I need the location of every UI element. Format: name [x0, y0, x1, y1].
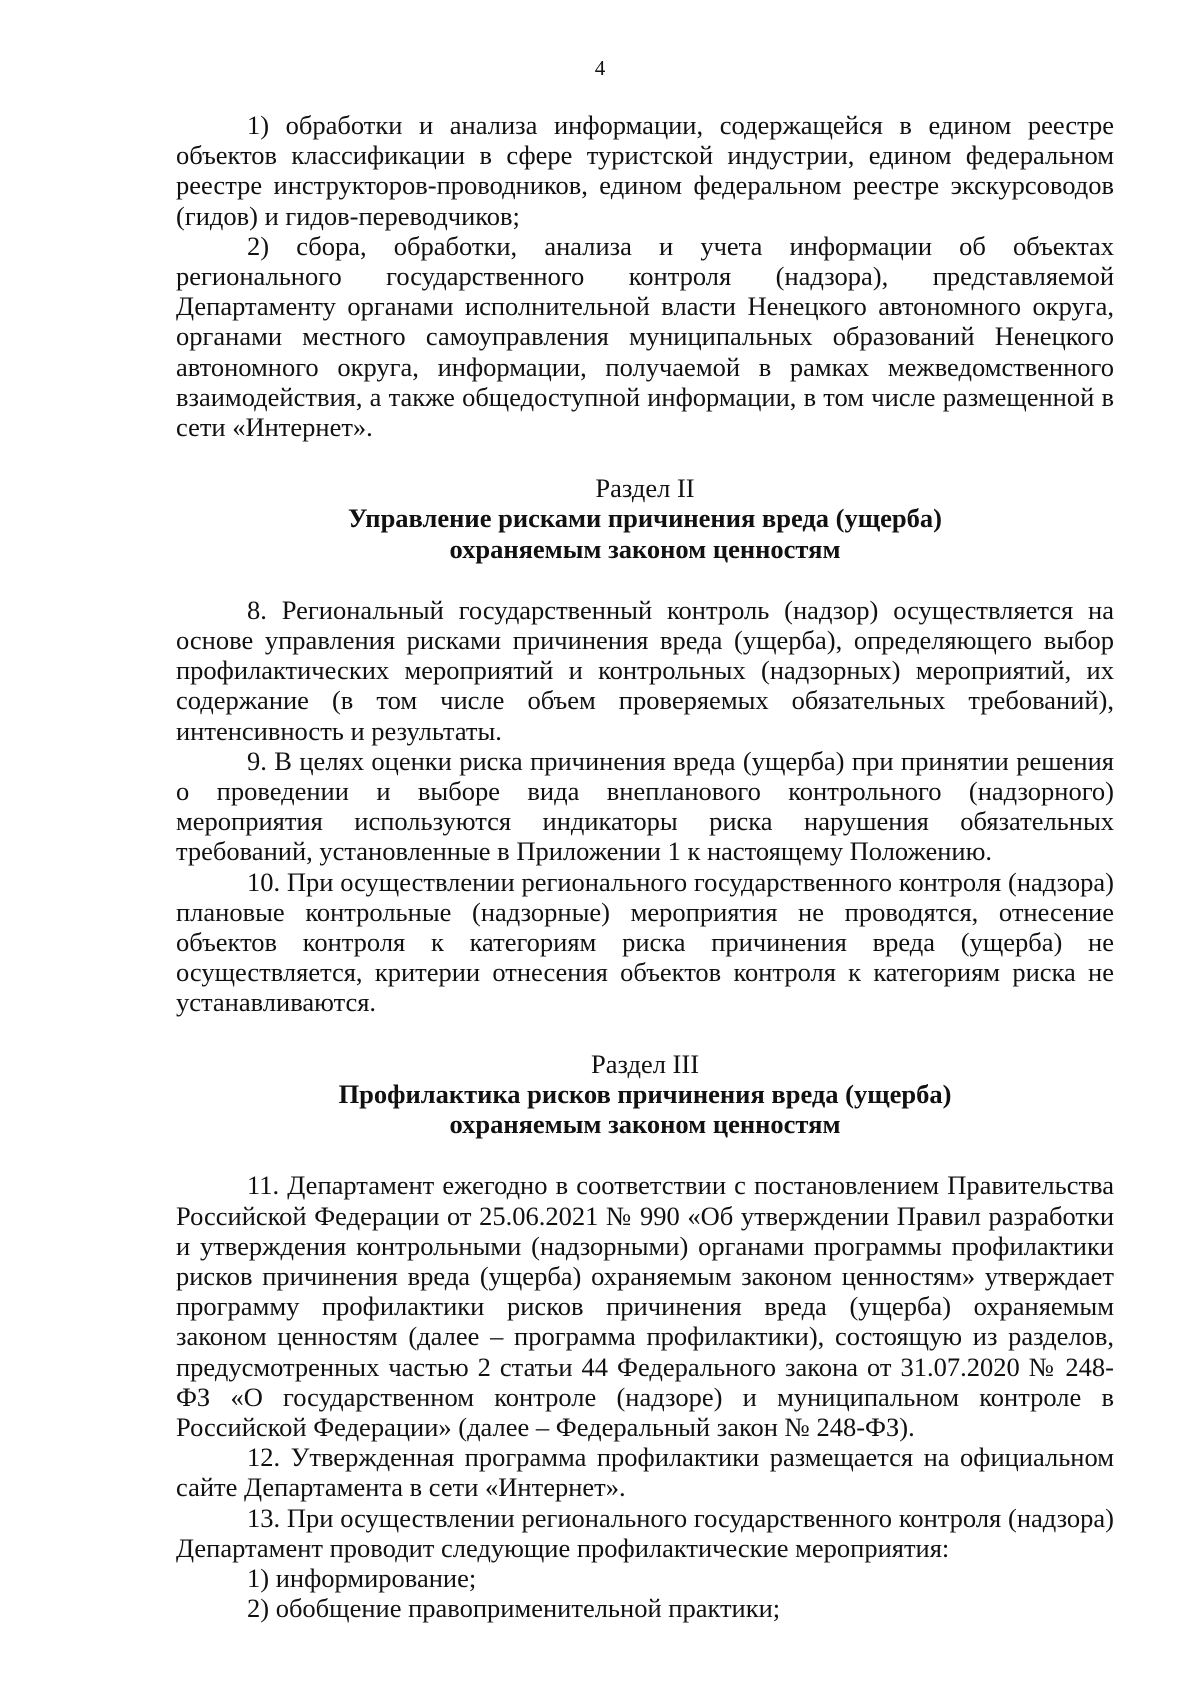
paragraph-10: 10. При осуществлении регионального государственного контроля (надзора) плановые контрольные (надзорные) мероприятия не проводятся, отнесение объектов контроля к категориям риска причинения вреда (ущерба) не осуществляется, критерии отнесения объектов контроля к категориям риска не устанавливаются. [176, 866, 1114, 1018]
list-item-informing: 1) информирование; [247, 1562, 477, 1593]
section-2-header [176, 473, 1114, 564]
paragraph-11: 11. Департамент ежегодно в соответствии с постановлением Правительства Российской Федерации от 25.06.2021 № 990 «Об утверждении Правил разработки и утверждения контрольными (надзорными) органами программы профилактики рисков причинения вреда (ущерба) охраняемым законом ценностям» утверждает программу профилактики рисков причинения вреда (ущерба) охраняемым законом ценностям (далее – программа профилактики), состоящую из разделов, предусмотренных частью 2 статьи 44 Федерального закона от 31.07.2020 № 248-ФЗ «О государственном контроле (надзоре) и муниципальном контроле в Российской Федерации» (далее – Федеральный закон № 248-ФЗ). [176, 1170, 1114, 1442]
intro-item-2: 2) сбора, обработки, анализа и учета информации об объектах регионального государственного контроля (надзора), представляемой Департаменту органами исполнительной власти Ненецкого автономного округа, органами местного самоуправления муниципальных образований Ненецкого автономного округа, информации, получаемой в рамках межведомственного взаимодействия, а также общедоступной информации, в том числе размещенной в сети «Интернет». [176, 230, 1114, 443]
list-item-practice-summary: 2) обобщение правоприменительной практики; [247, 1593, 781, 1624]
paragraph-8: 8. Региональный государственный контроль (надзор) осуществляется на основе управления рисками причинения вреда (ущерба), определяющего выбор профилактических мероприятий и контрольных (надзорных) мероприятий, их содержание (в том числе объем проверяемых обязательных требований), интенсивность и результаты. [176, 594, 1114, 746]
section-3-label: Раздел III [590, 1048, 700, 1079]
section-3-header [176, 1049, 1114, 1140]
section-3-heading-line-1: Профилактика рисков причинения вреда (ущерба) [338, 1078, 952, 1109]
paragraph-13: 13. При осуществлении регионального государственного контроля (надзора) Департамент проводит следующие профилактические мероприятия: [176, 1502, 1114, 1563]
paragraph-12: 12. Утвержденная программа профилактики размещается на официальном сайте Департамента в сети «Интернет». [176, 1442, 1114, 1503]
paragraph-9: 9. В целях оценки риска причинения вреда (ущерба) при принятии решения о проведении и выборе вида внепланового контрольного (надзорного) мероприятия используются индикаторы риска нарушения обязательных требований, установленные в Приложении 1 к настоящему Положению. [176, 745, 1114, 867]
document-body [176, 110, 1114, 1623]
page-number: 4 [594, 56, 606, 80]
intro-item-1: 1) обработки и анализа информации, содержащейся в едином реестре объектов классификации в сфере туристской индустрии, едином федеральном реестре инструкторов-проводников, едином федеральном реестре экскурсоводов (гидов) и гидов-переводчиков; [176, 110, 1114, 231]
section-3-heading-line-2: охраняемым законом ценностям [449, 1109, 841, 1140]
section-2-heading-line-2: охраняемым законом ценностям [449, 533, 841, 564]
section-2-heading-line-1: Управление рисками причинения вреда (ущерба) [348, 503, 942, 534]
section-2-label: Раздел II [595, 473, 695, 504]
